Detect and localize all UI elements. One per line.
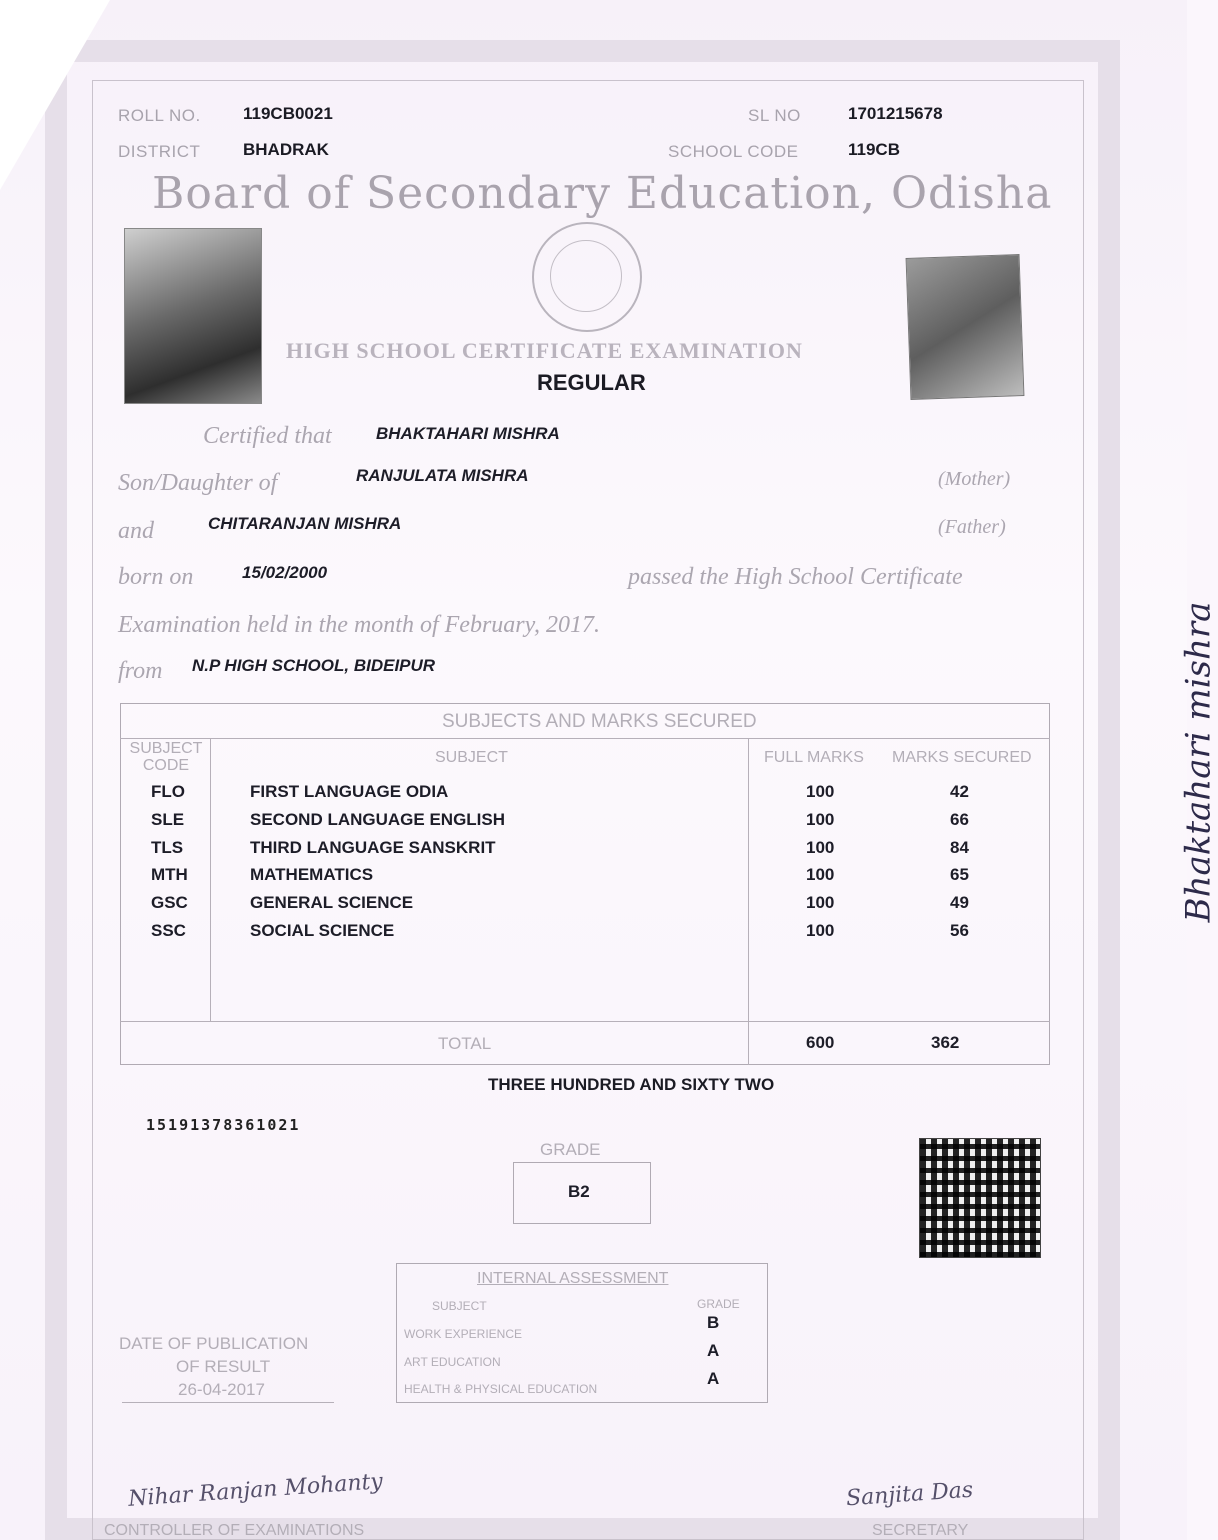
table-row [120, 810, 1050, 838]
header-marks-secured: MARKS SECURED [892, 749, 1032, 766]
row-code: GSC [151, 893, 188, 912]
total-marks-secured: 362 [931, 1033, 960, 1052]
board-title: Board of Secondary Education, Odisha [152, 168, 1053, 219]
row-full-marks: 100 [806, 810, 835, 829]
internal-row-subject: WORK EXPERIENCE [404, 1327, 523, 1341]
publication-label-line1: DATE OF PUBLICATION [119, 1334, 309, 1353]
mother-label: (Mother) [938, 468, 1011, 490]
row-code: TLS [151, 838, 184, 857]
roll-no-value: 119CB0021 [243, 104, 333, 123]
district-label: DISTRICT [118, 142, 201, 161]
son-daughter-label: Son/Daughter of [118, 470, 278, 496]
from-label: from [118, 658, 163, 684]
and-label: and [118, 518, 154, 544]
internal-grade-header: GRADE [697, 1297, 740, 1311]
row-marks-secured: 65 [950, 865, 969, 884]
roll-no-label: ROLL NO. [118, 106, 201, 125]
internal-row-subject: HEALTH & PHYSICAL EDUCATION [404, 1382, 598, 1396]
table-row [120, 921, 1050, 949]
marks-table-title: SUBJECTS AND MARKS SECURED [442, 711, 757, 732]
row-code: SLE [151, 810, 185, 829]
publication-label-line2: OF RESULT [176, 1357, 271, 1376]
internal-row-grade: B [707, 1313, 720, 1332]
row-marks-secured: 42 [950, 782, 969, 801]
table-row [120, 782, 1050, 810]
margin-handwritten-signature: Bhaktahari mishra [1178, 601, 1218, 923]
student-name: BHAKTAHARI MISHRA [376, 424, 560, 443]
student-signature-photo [906, 254, 1025, 400]
board-seal-icon [532, 222, 642, 332]
total-full-marks: 600 [806, 1033, 835, 1052]
row-full-marks: 100 [806, 865, 835, 884]
exam-title: HIGH SCHOOL CERTIFICATE EXAMINATION [286, 338, 803, 363]
row-marks-secured: 66 [950, 810, 969, 829]
father-label: (Father) [938, 516, 1006, 538]
row-subject: FIRST LANGUAGE ODIA [250, 782, 449, 801]
internal-row-subject: ART EDUCATION [404, 1355, 501, 1369]
sl-no-value: 1701215678 [848, 104, 943, 123]
table-divider [120, 738, 1050, 739]
internal-subject-header: SUBJECT [432, 1299, 487, 1313]
student-photo [124, 228, 262, 404]
secretary-label: SECRETARY [872, 1522, 969, 1539]
date-of-birth: 15/02/2000 [242, 563, 328, 582]
secretary-signature: Sanjita Das [845, 1477, 974, 1512]
qr-code-icon [919, 1138, 1041, 1258]
row-marks-secured: 84 [950, 838, 969, 857]
header-full-marks: FULL MARKS [764, 749, 864, 766]
district-value: BHADRAK [243, 140, 329, 159]
row-marks-secured: 49 [950, 893, 969, 912]
passed-text: passed the High School Certificate [628, 564, 963, 590]
table-divider [120, 1021, 1050, 1022]
born-label: born on [118, 564, 194, 590]
table-row [120, 893, 1050, 921]
row-subject: GENERAL SCIENCE [250, 893, 414, 912]
grade-label: GRADE [540, 1140, 601, 1159]
barcode-number: 15191378361021 [146, 1116, 301, 1134]
school-name: N.P HIGH SCHOOL, BIDEIPUR [192, 656, 436, 675]
folded-corner [0, 0, 110, 190]
total-label: TOTAL [438, 1034, 492, 1053]
father-name: CHITARANJAN MISHRA [208, 514, 402, 533]
mother-name: RANJULATA MISHRA [356, 466, 529, 485]
row-full-marks: 100 [806, 782, 835, 801]
internal-row-grade: A [707, 1341, 720, 1360]
total-in-words: THREE HUNDRED AND SIXTY TWO [488, 1075, 775, 1094]
exam-type: REGULAR [537, 370, 646, 395]
row-subject: MATHEMATICS [250, 865, 374, 884]
row-code: MTH [151, 865, 188, 884]
internal-assessment-title: INTERNAL ASSESSMENT [477, 1270, 669, 1287]
internal-row-grade: A [707, 1369, 720, 1388]
publication-date: 26-04-2017 [178, 1380, 265, 1399]
row-subject: SECOND LANGUAGE ENGLISH [250, 810, 506, 829]
controller-label: CONTROLLER OF EXAMINATIONS [104, 1522, 365, 1539]
controller-signature: Nihar Ranjan Mohanty [127, 1469, 384, 1512]
row-subject: THIRD LANGUAGE SANSKRIT [250, 838, 496, 857]
school-code-value: 119CB [848, 140, 900, 159]
table-row [120, 838, 1050, 866]
row-full-marks: 100 [806, 893, 835, 912]
header-subject: SUBJECT [435, 749, 508, 766]
row-full-marks: 100 [806, 838, 835, 857]
row-code: SSC [151, 921, 186, 940]
sl-no-label: SL NO [748, 106, 801, 125]
table-row [120, 865, 1050, 893]
school-code-label: SCHOOL CODE [668, 142, 799, 161]
certified-label: Certified that [203, 423, 332, 449]
header-subject-code: SUBJECT CODE [129, 740, 203, 774]
row-marks-secured: 56 [950, 921, 969, 940]
row-full-marks: 100 [806, 921, 835, 940]
exam-held-text: Examination held in the month of February, 2017. [118, 612, 600, 638]
row-subject: SOCIAL SCIENCE [250, 921, 395, 940]
grade-value: B2 [568, 1182, 590, 1201]
publication-underline [122, 1402, 334, 1403]
row-code: FLO [151, 782, 185, 801]
